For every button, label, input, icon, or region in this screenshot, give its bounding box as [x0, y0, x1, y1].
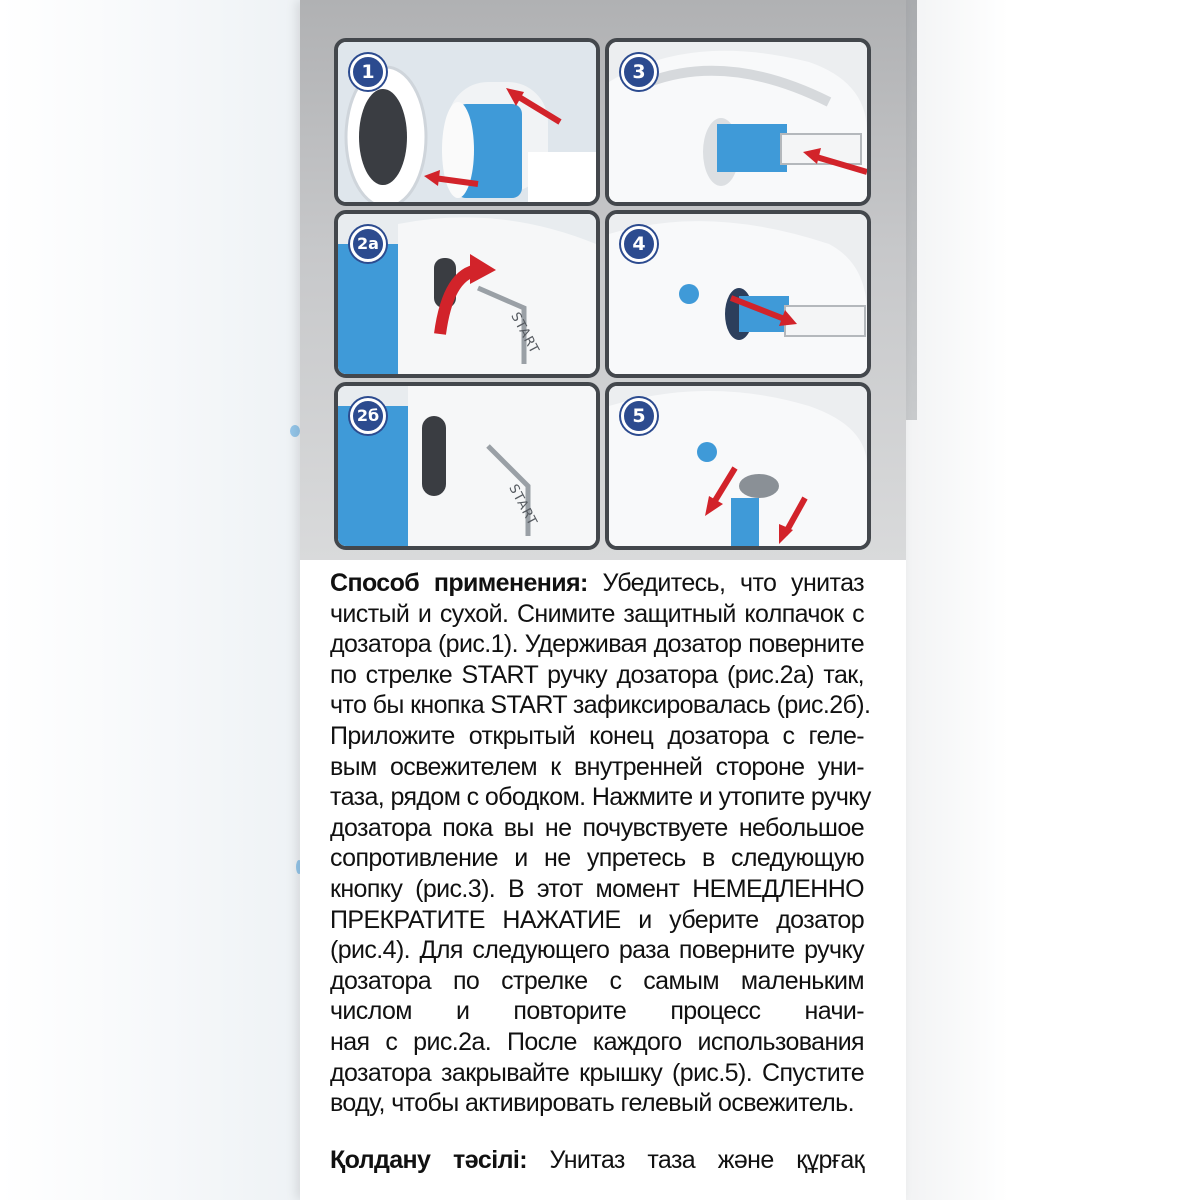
- instruction-line: Способ применения: Убедитесь, что унитаз: [330, 569, 864, 597]
- instruction-line: дозатора пока вы не почувствуете небольшое: [330, 813, 864, 842]
- water-splash: [290, 425, 300, 437]
- figure-2a-rotate-handle: [334, 210, 600, 378]
- instruction-line: чистый и сухой. Снимите защитный колпачок с: [330, 599, 864, 628]
- package-right-face: [905, 0, 1200, 1200]
- instruction-line: что бы кнопка START зафиксировалась (рис.2б).: [330, 691, 871, 720]
- instruction-line: дозатора по стрелке с самым маленьким: [330, 966, 864, 995]
- instruction-line: воду, чтобы активировать гелевый освежитель.: [330, 1089, 854, 1118]
- instruction-line: ная с рис.2а. После каждого использования: [330, 1027, 864, 1056]
- figure-3-push-dispenser: [605, 38, 871, 206]
- start-label: START: [507, 310, 542, 357]
- instruction-line: Приложите открытый конец дозатора с геле-: [330, 721, 864, 750]
- instructions-text: [330, 568, 871, 1175]
- figure-1-remove-cap: [334, 38, 600, 206]
- instruction-line: дозатора (рис.1). Удерживая дозатор поверните: [330, 630, 864, 659]
- instruction-line-kz: Қолдану тәсілі: Унитаз таза және құрғақ: [330, 1145, 864, 1174]
- figure-5-badge: 5: [621, 398, 657, 434]
- figure-3-badge: 3: [621, 54, 657, 90]
- instruction-line: ПРЕКРАТИТЕ НАЖАТИЕ и уберите дозатор: [330, 905, 864, 934]
- instruction-line: сопротивление и не упретесь в следующую: [330, 844, 864, 873]
- figure-2a-badge: 2а: [350, 226, 386, 262]
- instruction-line: по стрелке START ручку дозатора (рис.2а) так,: [330, 660, 864, 689]
- figure-4-badge: 4: [621, 226, 657, 262]
- instruction-line: числом и повторите процесс начи-: [330, 997, 864, 1026]
- instruction-line: таза, рядом с ободком. Нажмите и утопите ручку: [330, 783, 871, 812]
- start-label: START: [505, 482, 540, 529]
- instruction-line: дозатора закрывайте крышку (рис.5). Спустите: [330, 1058, 864, 1087]
- instructions-heading-kz: Қолдану тәсілі:: [330, 1145, 527, 1174]
- figure-2b-start-locked: [334, 382, 600, 550]
- instruction-line: (рис.4). Для следующего раза поверните ручку: [330, 936, 864, 965]
- instructions-heading-ru: Способ применения:: [330, 569, 588, 597]
- package-right-edge: [905, 0, 917, 420]
- instruction-line: вым освежителем к внутренней стороне уни-: [330, 752, 864, 781]
- instruction-line: кнопку (рис.3). В этот момент НЕМЕДЛЕННО: [330, 874, 864, 903]
- figure-4-remove-dispenser: [605, 210, 871, 378]
- paragraph-gap: [330, 1119, 864, 1145]
- package-left-face: [0, 0, 300, 1200]
- figure-5-close-cap: [605, 382, 871, 550]
- figure-1-badge: 1: [350, 54, 386, 90]
- figure-2b-badge: 2б: [350, 398, 386, 434]
